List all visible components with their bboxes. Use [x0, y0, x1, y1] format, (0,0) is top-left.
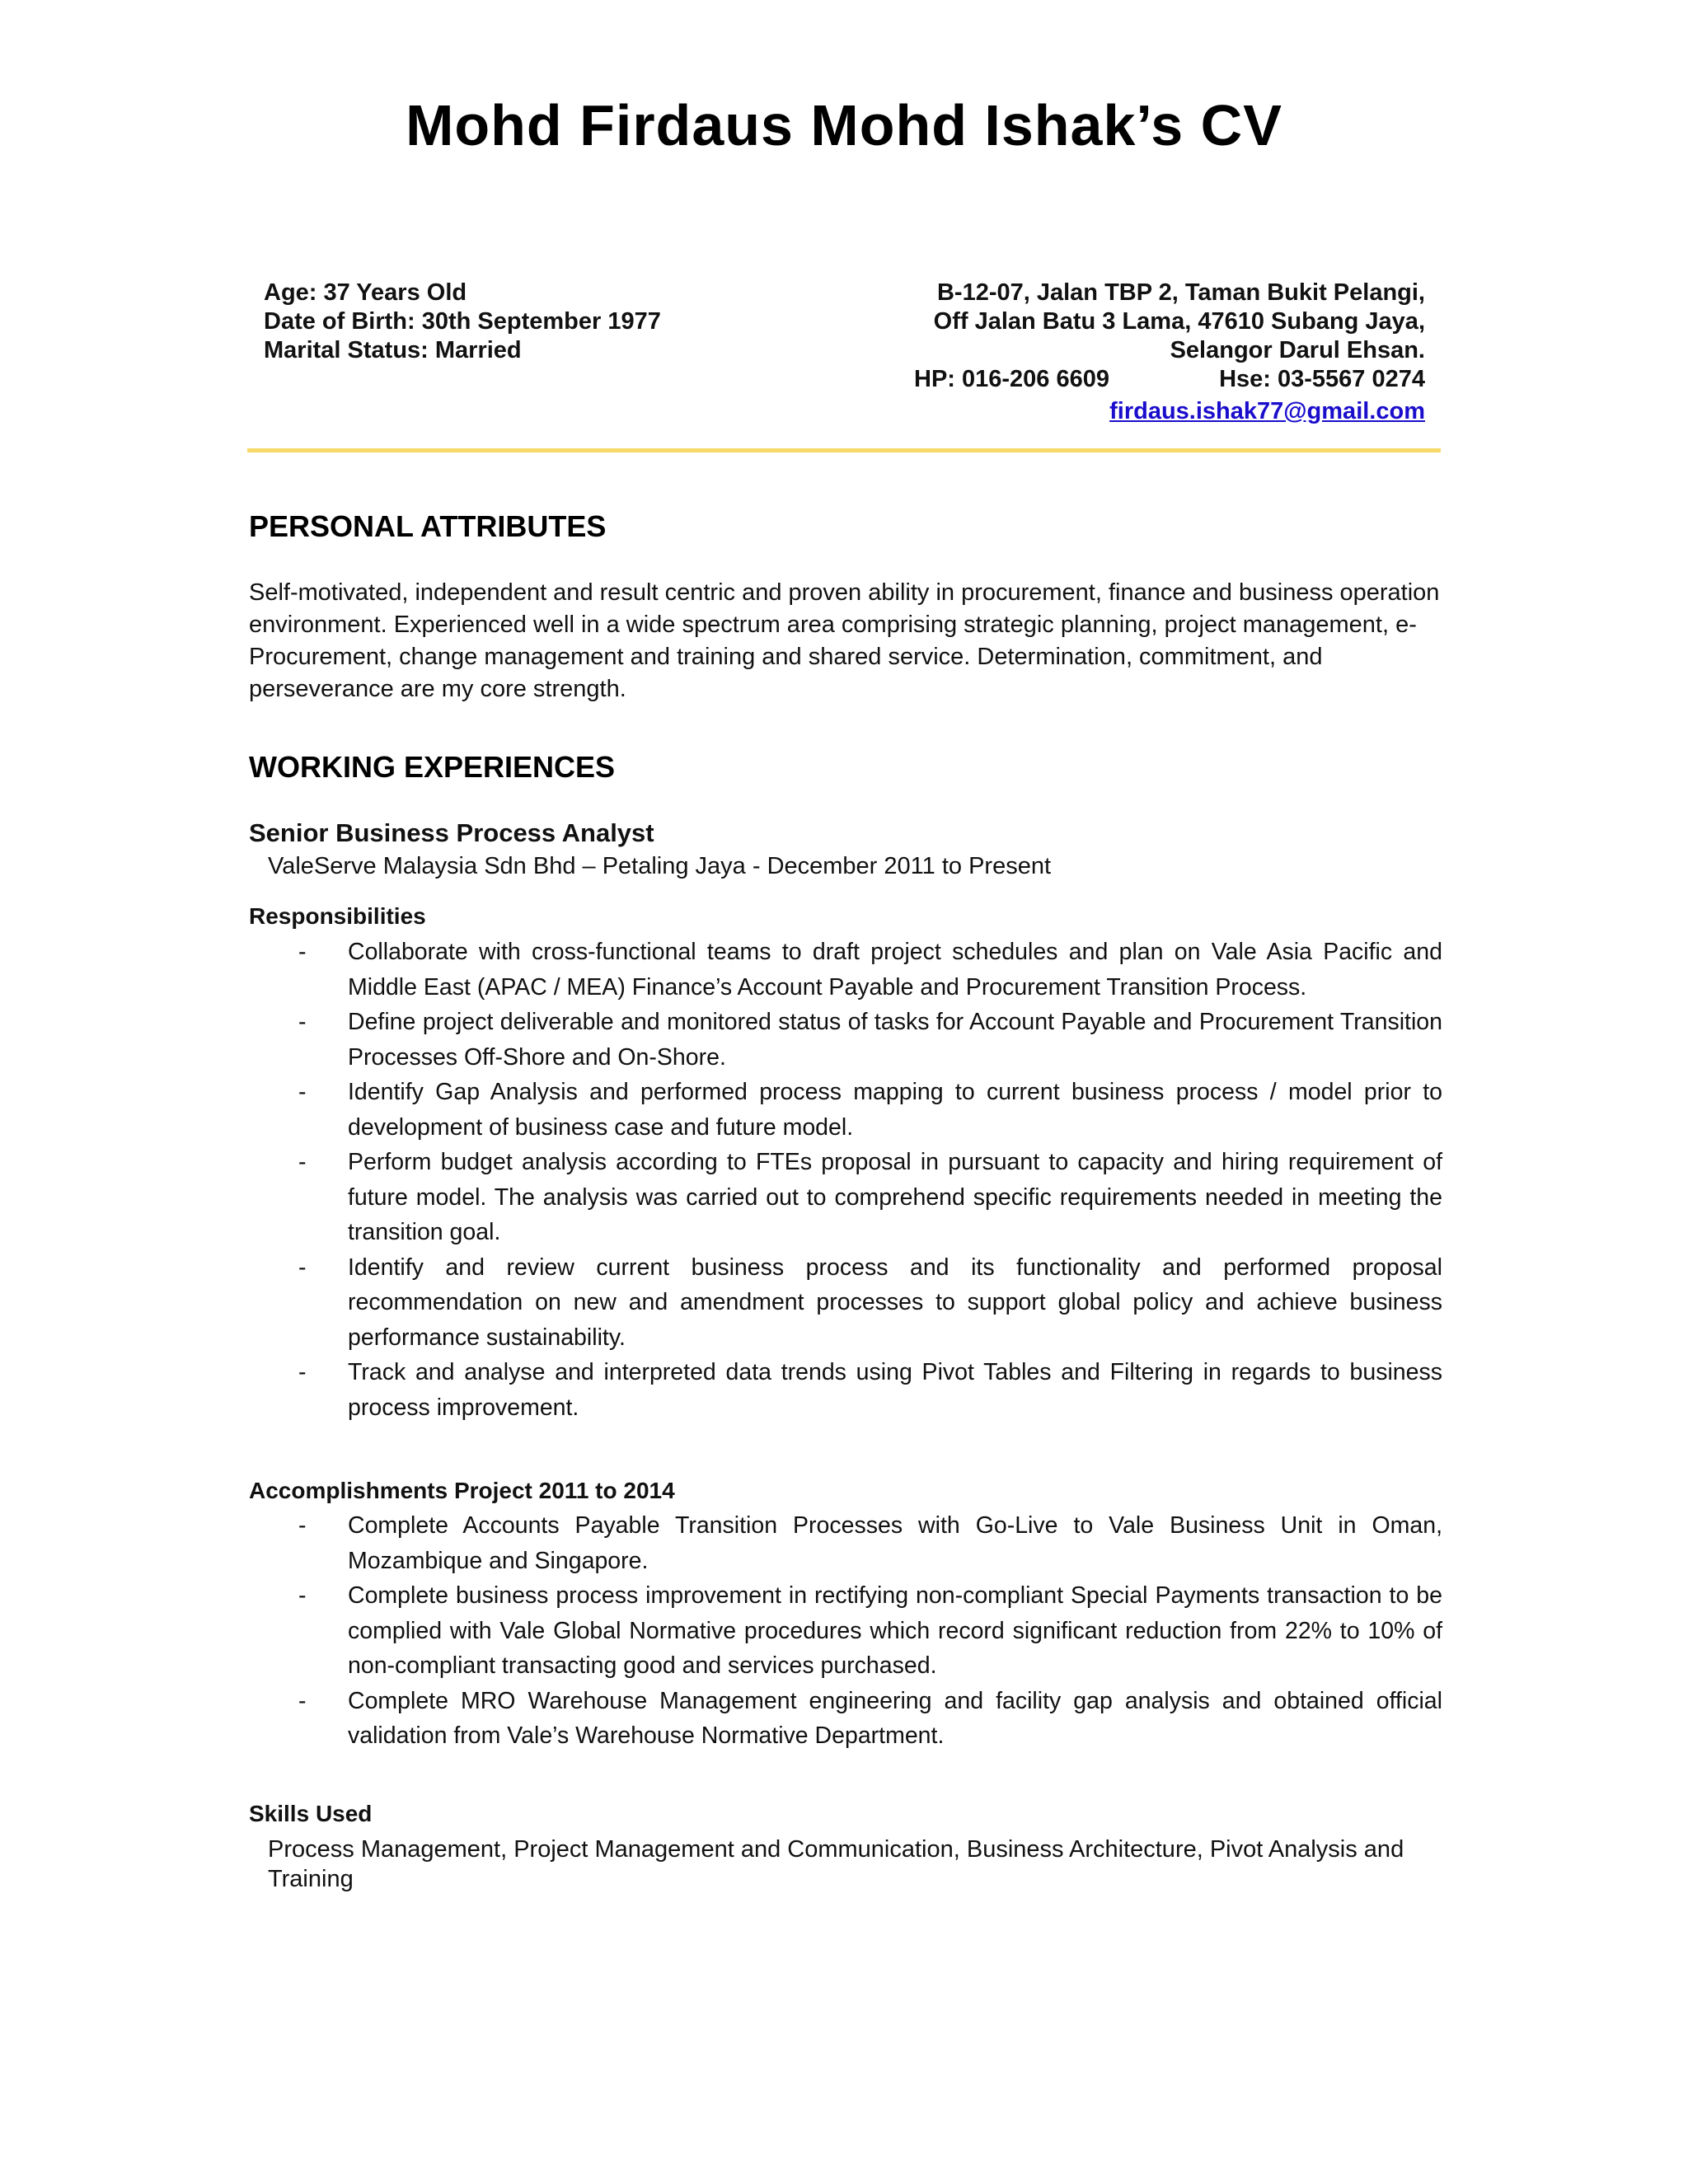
- list-item: [249, 1508, 1442, 1578]
- list-item: [249, 1005, 1442, 1075]
- marital-status-text: Marital Status: Married: [264, 337, 522, 363]
- phone-row: [914, 365, 1425, 394]
- list-item: [249, 1145, 1442, 1250]
- job-company: ValeServe Malaysia Sdn Bhd – Petaling Jaya - December 2011 to Present: [268, 853, 1052, 879]
- address-line-2: Off Jalan Batu 3 Lama, 47610 Subang Jaya,: [933, 308, 1425, 335]
- list-item: [249, 1355, 1442, 1425]
- accomplishments-heading: Accomplishments Project 2011 to 2014: [249, 1478, 675, 1503]
- list-item-text: Complete business process improvement in rectifying non-compliant Special Payments transaction to be complied with Vale Global Normative procedures which record significant reduction from 22% to 10% of non-compliant transacting good and services purchased.: [348, 1582, 1442, 1679]
- bullet-dash: -: [298, 1359, 307, 1385]
- job-title: Senior Business Process Analyst: [249, 818, 654, 847]
- bullet-dash: -: [298, 1149, 307, 1175]
- list-item-text: Identify and review current business process and its functionality and performed proposal recommendation on new and amendment processes to support global policy and achieve business performance sustainability.: [348, 1254, 1442, 1351]
- list-item-text: Identify Gap Analysis and performed process mapping to current business process / model prior to development of business case and future model.: [348, 1079, 1442, 1141]
- personal-attributes-heading: PERSONAL ATTRIBUTES: [249, 509, 607, 543]
- list-item-text: Define project deliverable and monitored status of tasks for Account Payable and Procurement Transition Processes Off-Shore and On-Shore.: [348, 1009, 1442, 1071]
- personal-details: [264, 279, 661, 365]
- bullet-dash: -: [298, 1079, 307, 1105]
- list-item-text: Perform budget analysis according to FTEs proposal in pursuant to capacity and hiring requirement of future model. The analysis was carried out to comprehend specific requirements needed in meeting the transition goal.: [348, 1149, 1442, 1245]
- list-item-text: Complete Accounts Payable Transition Processes with Go-Live to Vale Business Unit in Oman, Mozambique and Singapore.: [348, 1512, 1442, 1574]
- email-link[interactable]: firdaus.ishak77@gmail.com: [1109, 398, 1425, 424]
- header-divider: [247, 448, 1441, 452]
- bullet-dash: -: [298, 1512, 307, 1539]
- bullet-dash: -: [298, 939, 307, 965]
- list-item-text: Collaborate with cross-functional teams to draft project schedules and plan on Vale Asia Pacific and Middle East (APAC / MEA) Finance’s Account Payable and Procurement Transition Process.: [348, 939, 1442, 1001]
- mobile-phone-text: HP: 016-206 6609: [914, 366, 1109, 392]
- list-item: [249, 1578, 1442, 1684]
- responsibilities-list: [249, 935, 1442, 1425]
- address-line-1: B-12-07, Jalan TBP 2, Taman Bukit Pelangi,: [936, 279, 1425, 306]
- list-item: [249, 1075, 1442, 1145]
- page-title: Mohd Firdaus Mohd Ishak’s CV: [406, 93, 1282, 157]
- accomplishments-list: [249, 1508, 1442, 1754]
- personal-attributes-text: Self-motivated, independent and result centric and proven ability in procurement, finance and business operation environment. Experienced well in a wide spectrum area comprising strategic planning, project management, e-Procurement, change management and training and shared service. Determination, commitment, and perseverance are my core strength.: [249, 579, 1440, 702]
- home-phone-text: Hse: 03-5567 0274: [1219, 366, 1425, 392]
- list-item-text: Complete MRO Warehouse Management engineering and facility gap analysis and obtained official validation from Vale’s Warehouse Normative Department.: [348, 1687, 1442, 1749]
- list-item-text: Track and analyse and interpreted data trends using Pivot Tables and Filtering in regards to business process improvement.: [348, 1359, 1442, 1421]
- address-line-3: Selangor Darul Ehsan.: [1170, 337, 1425, 363]
- bullet-dash: -: [298, 1582, 307, 1609]
- working-experiences-heading: WORKING EXPERIENCES: [249, 750, 616, 784]
- skills-text: Process Management, Project Management and Communication, Business Architecture, Pivot Analysis and Training: [268, 1836, 1404, 1892]
- bullet-dash: -: [298, 1254, 307, 1281]
- list-item: [249, 935, 1442, 1005]
- age-text: Age: 37 Years Old: [264, 279, 467, 306]
- bullet-dash: -: [298, 1009, 307, 1035]
- date-of-birth-text: Date of Birth: 30th September 1977: [264, 308, 661, 335]
- skills-heading: Skills Used: [249, 1801, 373, 1826]
- contact-details: [914, 279, 1425, 426]
- responsibilities-heading: Responsibilities: [249, 903, 426, 929]
- bullet-dash: -: [298, 1687, 307, 1714]
- list-item: [249, 1684, 1442, 1754]
- list-item: [249, 1250, 1442, 1356]
